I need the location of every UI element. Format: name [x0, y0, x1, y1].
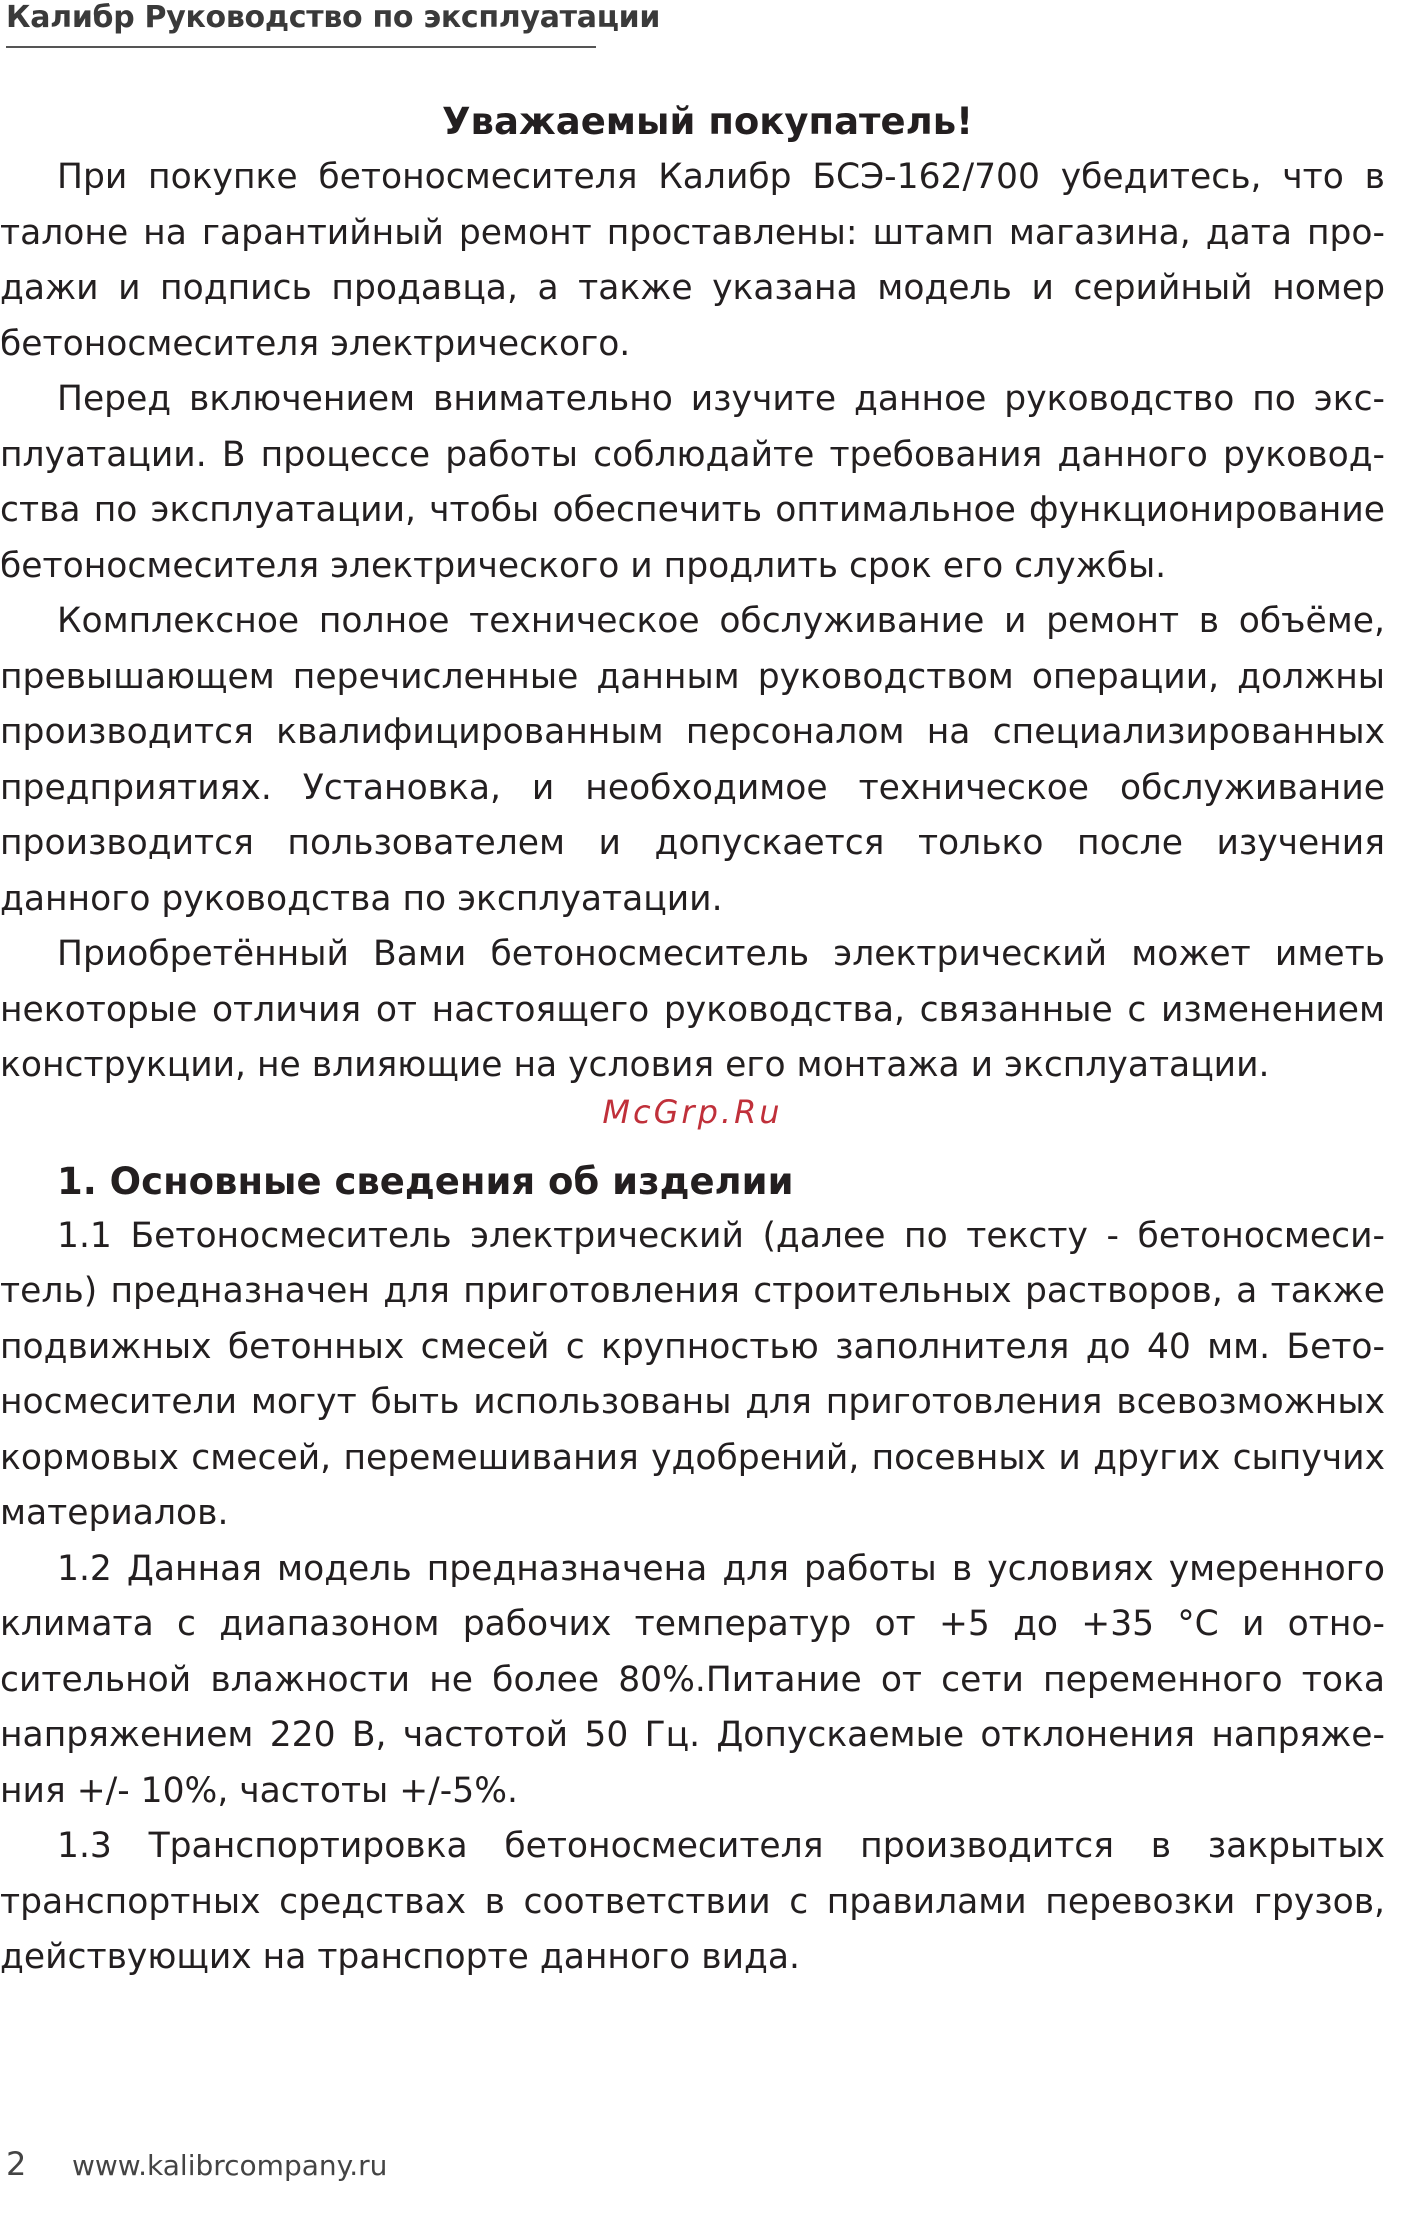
header-divider [6, 46, 596, 48]
page-content [0, 96, 1385, 1986]
running-header: Калибр Руководство по эксплуатации [6, 0, 661, 35]
section-title: 1. Основные сведения об изделии [57, 1159, 794, 1203]
intro-paragraph-3: Комплексное полное техническое обслуживание и ремонт в объёме, превышающем перечисленные данным руководством операции, должны производится квалифицированным персоналом на специализированных предприятиях. Установка, и необходимое техническое обслуживание производится пользователем и допускается только после изучения данного руководства по эксплуатации. [0, 601, 1385, 919]
website-link[interactable]: www.kalibrcompany.ru [72, 2149, 388, 2182]
intro-paragraph-4: Приобретённый Вами бетоносмеситель электрический может иметь некоторые отличия от настоящего руководства, связанные с изменением конструкции, не влияющие на условия его монтажа и эксплуатации. [0, 934, 1385, 1085]
section-paragraph-1-2: 1.2 Данная модель предназначена для работы в условиях умеренного климата с диапазоном рабочих температур от +5 до +35 °С и относительной влажности не более 80%.Питание от сети переменного тока напряжением 220 В, частотой 50 Гц. Допускаемые отклонения напряжения +/- 10%, частоты +/-5%. [0, 1548, 1385, 1811]
intro-paragraph-2: Перед включением внимательно изучите данное руководство по эксплуатации. В процессе работы соблюдайте требования данного руководства по эксплуатации, чтобы обеспечить оптимальное функционирование бетоносмесителя электрического и продлить срок его службы. [0, 379, 1385, 586]
section-paragraph-1-3: 1.3 Транспортировка бетоносмесителя производится в закрытых транспортных средствах в соответствии с правилами перевозки грузов, действующих на транспорте данного вида. [0, 1826, 1385, 1977]
page-number: 2 [6, 2145, 27, 2183]
watermark-link[interactable]: McGrp.Ru [602, 1092, 783, 1131]
greeting-heading: Уважаемый покупатель! [442, 100, 973, 143]
page-footer [6, 2146, 387, 2186]
section-paragraph-1-1: 1.1 Бетоносмеситель электрический (далее по тексту - бетоносмеситель) предназначен для приготовления строительных растворов, а также подвижных бетонных смесей с крупностью заполнителя до 40 мм. Бетоносмесители могут быть использованы для приготовления всевозможных кормовых смесей, перемешивания удобрений, посевных и других сыпучих материалов. [0, 1215, 1385, 1533]
intro-paragraph-1: При покупке бетоносмесителя Калибр БСЭ-162/700 убедитесь, что в талоне на гарантийный ремонт проставлены: штамп магазина, дата продажи и подпись продавца, а также указана модель и серийный номер бетоносмесителя электрического. [0, 157, 1385, 364]
